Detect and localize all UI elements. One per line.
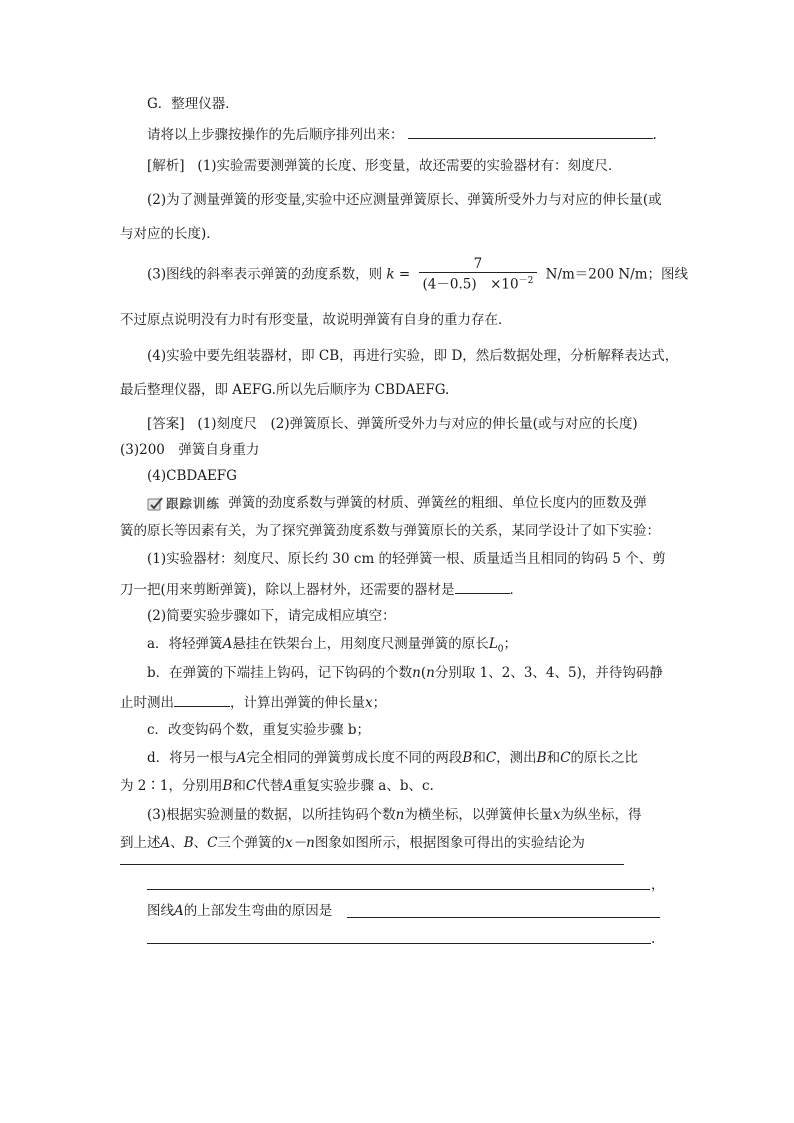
answer-blank-equipment[interactable] bbox=[455, 579, 510, 594]
step-c-text: c．改变钩码个数，重复实验步骤 b； bbox=[147, 722, 370, 738]
answer-label: [答案] bbox=[147, 416, 185, 432]
analysis-4-line-1 bbox=[147, 347, 678, 365]
p1-text-1: (1)实验器材：刻度尺、原长约 30 cm 的轻弹簧一根、质量适当且相同的钩码 5 个、剪 bbox=[147, 551, 666, 567]
step-d-line-1 bbox=[147, 749, 638, 767]
var-A: A bbox=[222, 636, 233, 652]
sep-1: 、 bbox=[170, 835, 184, 851]
answer-text-3: (4)CBDAEFG bbox=[147, 468, 237, 484]
p2-title-line bbox=[147, 607, 396, 625]
step-a-prefix: a．将轻弹簧 bbox=[147, 636, 223, 652]
step-b-line-2 bbox=[120, 692, 386, 712]
fraction-numerator: 7 bbox=[473, 256, 483, 272]
step-a-end: ； bbox=[503, 636, 518, 652]
p3-line-4 bbox=[147, 902, 332, 920]
p3-text-1c: 为纵坐标，得 bbox=[560, 807, 642, 823]
comma-mark bbox=[651, 876, 665, 894]
comma-text: ， bbox=[651, 877, 665, 893]
step-g-text bbox=[147, 95, 239, 113]
var-C-p3: C bbox=[207, 835, 218, 851]
answer-line-3 bbox=[147, 467, 237, 485]
question-text: 请将以上步骤按操作的先后顺序排列出来： bbox=[147, 127, 404, 143]
step-d-text-1c: ，测出 bbox=[496, 750, 537, 766]
track-text-2: 簧的原长等因素有关，为了探究弹簧劲度系数与弹簧原长的关系，某同学设计了如下实验： bbox=[120, 523, 660, 539]
var-B-2: B bbox=[536, 750, 547, 766]
analysis-3-line-1 bbox=[147, 256, 688, 293]
var-L-sub: 0 bbox=[497, 644, 504, 655]
step-g: G．整理仪器． bbox=[147, 96, 239, 112]
p3-line-1 bbox=[147, 806, 641, 824]
var-x: x bbox=[365, 695, 373, 711]
step-d-text-1a: d．将另一根与 bbox=[147, 750, 237, 766]
var-n: n bbox=[412, 665, 421, 681]
var-k: k bbox=[386, 266, 395, 283]
p1-text-2: 刀一把(用来剪断弹簧)，除以上器材外，还需要的器材是 bbox=[120, 582, 455, 598]
var-C: C bbox=[485, 750, 497, 766]
period-text: . bbox=[651, 931, 656, 947]
p3-text-1a: (3)根据实验测量的数据，以所挂钩码个数 bbox=[147, 807, 396, 823]
step-d-text-2c: 重复实验步骤 a、b、c. bbox=[293, 778, 434, 794]
answer-line-1 bbox=[147, 415, 638, 433]
track-text-1: 弹簧的劲度系数与弹簧的材质、弹簧丝的粗细、单位长度内的匝数及弹 bbox=[228, 495, 647, 511]
p3-text-4b: 的上部发生弯曲的原因是 bbox=[183, 903, 333, 919]
p1-line-2 bbox=[120, 579, 523, 599]
answer-blank-conclusion-2[interactable] bbox=[147, 889, 650, 890]
analysis-label: [解析] bbox=[147, 158, 185, 174]
var-C-3: C bbox=[245, 778, 257, 794]
analysis-1-text: (1)实验需要测弹簧的长度、形变量，故还需要的实验器材有：刻度尺． bbox=[197, 158, 622, 174]
step-a-line bbox=[147, 635, 517, 659]
analysis-2-text-1: (2)为了测量弹簧的形变量,实验中还应测量弹簧原长、弹簧所受外力与对应的伸长量(或 bbox=[147, 192, 662, 208]
track-line-1 bbox=[147, 494, 647, 513]
answer-text-2: (3)200 弹簧自身重力 bbox=[120, 442, 260, 458]
analysis-4-text-1: (4)实验中要先组装器材，即 CB，再进行实验，即 D，然后数据处理，分析解释表达式， bbox=[147, 348, 679, 364]
step-a-mid: 悬挂在铁架台上，用刻度尺测量弹簧的原长 bbox=[232, 636, 489, 652]
var-A-3: A bbox=[283, 778, 293, 794]
analysis-4-line-2 bbox=[120, 381, 449, 399]
equals-sign: = bbox=[398, 266, 411, 283]
analysis-line-1 bbox=[147, 157, 622, 175]
step-d-text-2b: 代替 bbox=[256, 778, 284, 794]
fraction-denominator bbox=[419, 273, 538, 293]
p3-text-2a: 到上述 bbox=[120, 835, 161, 851]
analysis-2-line-2 bbox=[120, 225, 220, 243]
analysis-3-line-2 bbox=[120, 311, 512, 329]
var-A-p3: A bbox=[160, 835, 171, 851]
step-d-text-2a: 为 2∶1，分别用 bbox=[120, 778, 223, 794]
p3-text-4a: 图线 bbox=[147, 903, 174, 919]
answer-blank-reason-2[interactable] bbox=[147, 943, 651, 944]
check-notebook-icon bbox=[147, 497, 163, 511]
step-b-text-2b: ，计算出弹簧的伸长量 bbox=[230, 695, 365, 711]
step-b-text-1c: 分别取 1、2、3、4、5)，并待钩码静 bbox=[434, 665, 663, 681]
sep-2: 、 bbox=[193, 835, 208, 851]
fraction bbox=[419, 256, 538, 293]
step-d-line-2 bbox=[120, 777, 434, 795]
step-c-line bbox=[147, 721, 370, 739]
var-L: L bbox=[488, 636, 498, 652]
step-b-end: ； bbox=[372, 695, 387, 711]
var-C-2: C bbox=[560, 750, 571, 766]
p1-line-1 bbox=[147, 550, 666, 568]
p3-line-2 bbox=[120, 834, 585, 852]
p2-title: (2)简要实验步骤如下，请完成相应填空： bbox=[147, 608, 396, 624]
period-mark bbox=[651, 930, 655, 948]
p1-end: ． bbox=[509, 582, 524, 598]
answer-blank-order[interactable] bbox=[408, 124, 653, 139]
denominator-base: (4－0.5) ×10 bbox=[422, 276, 519, 293]
answer-blank-reason-1[interactable] bbox=[347, 917, 660, 918]
analysis-3-suffix: N/m＝200 N/m；图线 bbox=[545, 266, 689, 283]
conj-and-3: 和 bbox=[232, 778, 246, 794]
step-d-text-1b: 完全相同的弹簧剪成长度不同的两段 bbox=[246, 750, 463, 766]
analysis-2-line-1 bbox=[147, 191, 662, 209]
track-line-2 bbox=[120, 522, 660, 540]
p3-text-1b: 为横坐标，以弹簧伸长量 bbox=[404, 807, 553, 823]
badge-text: 跟踪训练 bbox=[166, 495, 221, 511]
step-b-paren: ( bbox=[420, 665, 427, 681]
var-n-2: n bbox=[426, 665, 435, 681]
conj-and-2: 和 bbox=[546, 750, 561, 766]
var-x-p3: x bbox=[552, 807, 561, 823]
answer-text-1: (1)刻度尺 (2)弹簧原长、弹簧所受外力与对应的伸长量(或与对应的长度) bbox=[197, 416, 638, 432]
analysis-4-text-2: 最后整理仪器，即 AEFG.所以先后顺序为 CBDAEFG. bbox=[120, 382, 450, 398]
question-end: . bbox=[652, 127, 657, 143]
step-b-text-2a: 止时测出 bbox=[120, 695, 174, 711]
var-B-3: B bbox=[222, 778, 233, 794]
var-A-p3-2: A bbox=[174, 903, 184, 919]
var-n-p3: n bbox=[395, 807, 405, 823]
analysis-2-text-2: 与对应的长度)． bbox=[120, 226, 220, 242]
answer-blank-conclusion-1[interactable] bbox=[120, 864, 624, 865]
step-d-text-1d: 的原长之比 bbox=[570, 750, 638, 766]
analysis-3-text-2: 不过原点说明没有力时有形变量，故说明弹簧有自身的重力存在． bbox=[120, 312, 512, 328]
step-b-line-1 bbox=[147, 664, 663, 682]
var-B-p3: B bbox=[183, 835, 194, 851]
var-A-d: A bbox=[236, 750, 247, 766]
x-n-expr: x－n bbox=[285, 835, 315, 851]
conj-and: 和 bbox=[472, 750, 486, 766]
track-training-badge bbox=[147, 495, 220, 513]
step-b-text-1a: b．在弹簧的下端挂上钩码，记下钩码的个数 bbox=[147, 665, 413, 681]
answer-line-2 bbox=[120, 441, 259, 459]
p3-text-2c: 图象如图所示，根据图象可得出的实验结论为 bbox=[314, 835, 585, 851]
var-B: B bbox=[462, 750, 473, 766]
p3-text-2b: 三个弹簧的 bbox=[217, 835, 286, 851]
denominator-exponent: －2 bbox=[518, 276, 534, 286]
analysis-3-prefix: (3)图线的斜率表示弹簧的劲度系数，则 bbox=[147, 266, 383, 283]
answer-blank-measure[interactable] bbox=[174, 692, 230, 707]
question-line bbox=[147, 124, 657, 144]
